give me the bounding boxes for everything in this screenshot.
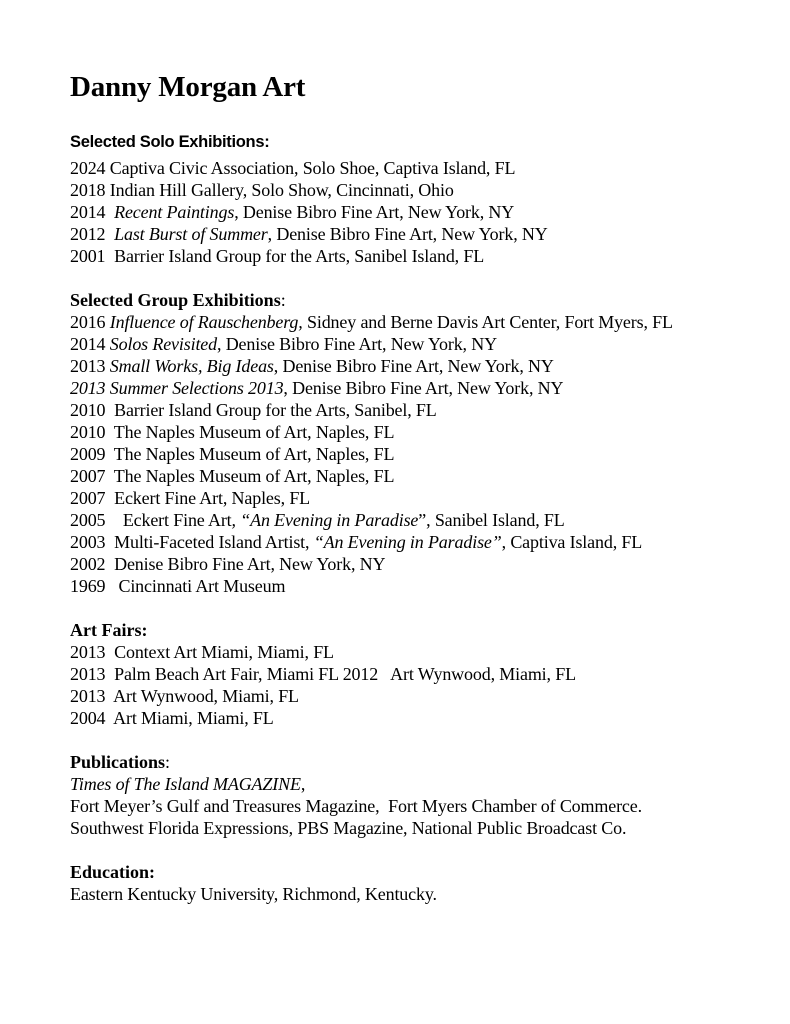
solo-exhibition-entry bbox=[70, 157, 770, 179]
publication-line: Southwest Florida Expressions, PBS Magazine, National Public Broadcast Co. bbox=[70, 818, 627, 838]
entry-spacer bbox=[105, 686, 113, 706]
group-exhibition-entry bbox=[70, 311, 770, 333]
entry-year: 2003 bbox=[70, 532, 106, 552]
solo-exhibition-entry bbox=[70, 201, 770, 223]
entry-prefix: Eckert Fine Art bbox=[122, 510, 232, 530]
solo-exhibition-entry bbox=[70, 223, 770, 245]
entry-spacer bbox=[105, 400, 114, 420]
entry-spacer bbox=[105, 202, 114, 222]
entry-spacer bbox=[105, 554, 114, 574]
entry-year: 2007 bbox=[70, 466, 106, 486]
art-fair-entry bbox=[70, 663, 770, 685]
solo-exhibition-entry bbox=[70, 245, 770, 267]
entry-text: Sidney and Berne Davis Art Center, Fort Myers, FL bbox=[302, 312, 673, 332]
group-exhibitions-heading bbox=[70, 289, 770, 311]
entry-text: Barrier Island Group for the Arts, Sanibel, FL bbox=[114, 400, 437, 420]
education-line: Eastern Kentucky University, Richmond, Kentucky. bbox=[70, 884, 437, 904]
group-heading-colon: : bbox=[280, 290, 286, 310]
entry-text: Palm Beach Art Fair, Miami FL 2012 Art Wynwood, Miami, FL bbox=[114, 664, 576, 684]
group-exhibition-entry bbox=[70, 377, 770, 399]
group-exhibition-entry bbox=[70, 509, 770, 531]
entry-text: The Naples Museum of Art, Naples, FL bbox=[113, 422, 395, 442]
group-exhibition-entry bbox=[70, 553, 770, 575]
entry-text: Art Wynwood, Miami, FL bbox=[113, 686, 299, 706]
solo-exhibition-entry bbox=[70, 179, 770, 201]
publication-text: , bbox=[300, 774, 306, 794]
solo-exhibitions-section bbox=[70, 131, 770, 267]
entry-year: 2012 bbox=[70, 224, 106, 244]
entry-spacer bbox=[105, 664, 114, 684]
group-exhibition-entry bbox=[70, 443, 770, 465]
entry-text: Barrier Island Group for the Arts, Sanibel Island, FL bbox=[114, 246, 485, 266]
group-exhibition-entry bbox=[70, 465, 770, 487]
entry-spacer bbox=[105, 532, 114, 552]
entry-text: , Captiva Island, FL bbox=[501, 532, 643, 552]
entry-title-italic: “An Evening in Paradise” bbox=[313, 532, 502, 552]
publications-heading bbox=[70, 751, 770, 773]
entry-year: 2016 bbox=[70, 312, 106, 332]
entry-spacer bbox=[105, 708, 113, 728]
entry-text: , Denise Bibro Fine Art, New York, NY bbox=[283, 378, 564, 398]
entry-year: 1969 bbox=[70, 576, 106, 596]
publications-heading-text: Publications bbox=[70, 752, 166, 772]
entry-text: Cincinnati Art Museum bbox=[118, 576, 286, 596]
group-exhibition-entry bbox=[70, 421, 770, 443]
group-exhibitions-section bbox=[70, 289, 770, 597]
art-fairs-section bbox=[70, 619, 770, 729]
resume-document bbox=[70, 70, 770, 905]
entry-text: Art Miami, Miami, FL bbox=[113, 708, 274, 728]
entry-title-italic: Small Works, Big Ideas bbox=[109, 356, 274, 376]
entry-spacer bbox=[105, 510, 122, 530]
entry-text: Eckert Fine Art, Naples, FL bbox=[114, 488, 311, 508]
group-exhibition-entry bbox=[70, 333, 770, 355]
entry-year: 2005 bbox=[70, 510, 106, 530]
publications-heading-colon: : bbox=[165, 752, 171, 772]
education-heading: Education: bbox=[70, 862, 156, 882]
entry-spacer bbox=[105, 246, 114, 266]
art-fairs-list bbox=[70, 641, 770, 729]
entry-text: , Denise Bibro Fine Art, New York, NY bbox=[273, 356, 554, 376]
entry-title-italic: Influence of Rauschenberg, bbox=[109, 312, 303, 332]
entry-text: , Denise Bibro Fine Art, New York, NY bbox=[234, 202, 515, 222]
entry-year: 2010 bbox=[70, 400, 106, 420]
entry-prefix: Multi-Faceted Island Artist, bbox=[114, 532, 314, 552]
publication-title-italic: Times of The Island MAGAZINE bbox=[70, 774, 301, 794]
entry-year: 2010 bbox=[70, 422, 106, 442]
education-section bbox=[70, 861, 770, 905]
entry-spacer bbox=[105, 488, 114, 508]
entry-year: 2002 bbox=[70, 554, 106, 574]
group-heading-text: Selected Group Exhibitions bbox=[70, 290, 281, 310]
entry-year: 2013 bbox=[70, 664, 106, 684]
entry-year: 2007 bbox=[70, 488, 106, 508]
publication-line bbox=[70, 773, 770, 795]
art-fairs-heading: Art Fairs: bbox=[70, 620, 148, 640]
art-fair-entry bbox=[70, 641, 770, 663]
entry-year: 2014 bbox=[70, 334, 106, 354]
entry-text: The Naples Museum of Art, Naples, FL bbox=[113, 444, 395, 464]
entry-year: 2001 bbox=[70, 246, 106, 266]
entry-text: Captiva Civic Association, Solo Shoe, Captiva Island, FL bbox=[109, 158, 516, 178]
entry-title-italic: Recent Paintings bbox=[114, 202, 235, 222]
entry-year: 2009 bbox=[70, 444, 106, 464]
entry-title-italic: 2013 Summer Selections 2013 bbox=[70, 378, 284, 398]
entry-year: 2004 bbox=[70, 708, 106, 728]
entry-title-italic: , “An Evening in Paradise bbox=[231, 510, 419, 530]
solo-exhibitions-list bbox=[70, 157, 770, 267]
entry-title-italic: Last Burst of Summer bbox=[114, 224, 268, 244]
entry-title-italic: Solos Revisited bbox=[109, 334, 217, 354]
entry-year: 2013 bbox=[70, 356, 106, 376]
entry-spacer bbox=[105, 642, 114, 662]
entry-spacer bbox=[105, 224, 114, 244]
entry-year: 2013 bbox=[70, 642, 106, 662]
entry-text: Context Art Miami, Miami, FL bbox=[114, 642, 334, 662]
group-exhibition-entry bbox=[70, 575, 770, 597]
entry-text: ”, Sanibel Island, FL bbox=[418, 510, 565, 530]
entry-text: The Naples Museum of Art, Naples, FL bbox=[113, 466, 395, 486]
entry-year: 2024 bbox=[70, 158, 106, 178]
group-exhibition-entry bbox=[70, 399, 770, 421]
publications-section bbox=[70, 751, 770, 839]
entry-text: , Denise Bibro Fine Art, New York, NY bbox=[217, 334, 497, 354]
group-exhibitions-list bbox=[70, 311, 770, 597]
entry-year: 2013 bbox=[70, 686, 106, 706]
group-exhibition-entry bbox=[70, 531, 770, 553]
entry-text: , Denise Bibro Fine Art, New York, NY bbox=[267, 224, 548, 244]
entry-year: 2018 bbox=[70, 180, 106, 200]
art-fair-entry bbox=[70, 707, 770, 729]
entry-text: Denise Bibro Fine Art, New York, NY bbox=[114, 554, 386, 574]
entry-spacer bbox=[105, 466, 113, 486]
entry-text: Indian Hill Gallery, Solo Show, Cincinnati, Ohio bbox=[109, 180, 454, 200]
entry-spacer bbox=[105, 444, 113, 464]
page-title: Danny Morgan Art bbox=[70, 71, 306, 103]
group-exhibition-entry bbox=[70, 355, 770, 377]
art-fair-entry bbox=[70, 685, 770, 707]
entry-spacer bbox=[105, 422, 113, 442]
publication-line: Fort Meyer’s Gulf and Treasures Magazine, Fort Myers Chamber of Commerce. bbox=[70, 796, 642, 816]
group-exhibition-entry bbox=[70, 487, 770, 509]
entry-year: 2014 bbox=[70, 202, 106, 222]
entry-spacer bbox=[105, 576, 118, 596]
solo-exhibitions-heading: Selected Solo Exhibitions: bbox=[70, 133, 270, 151]
